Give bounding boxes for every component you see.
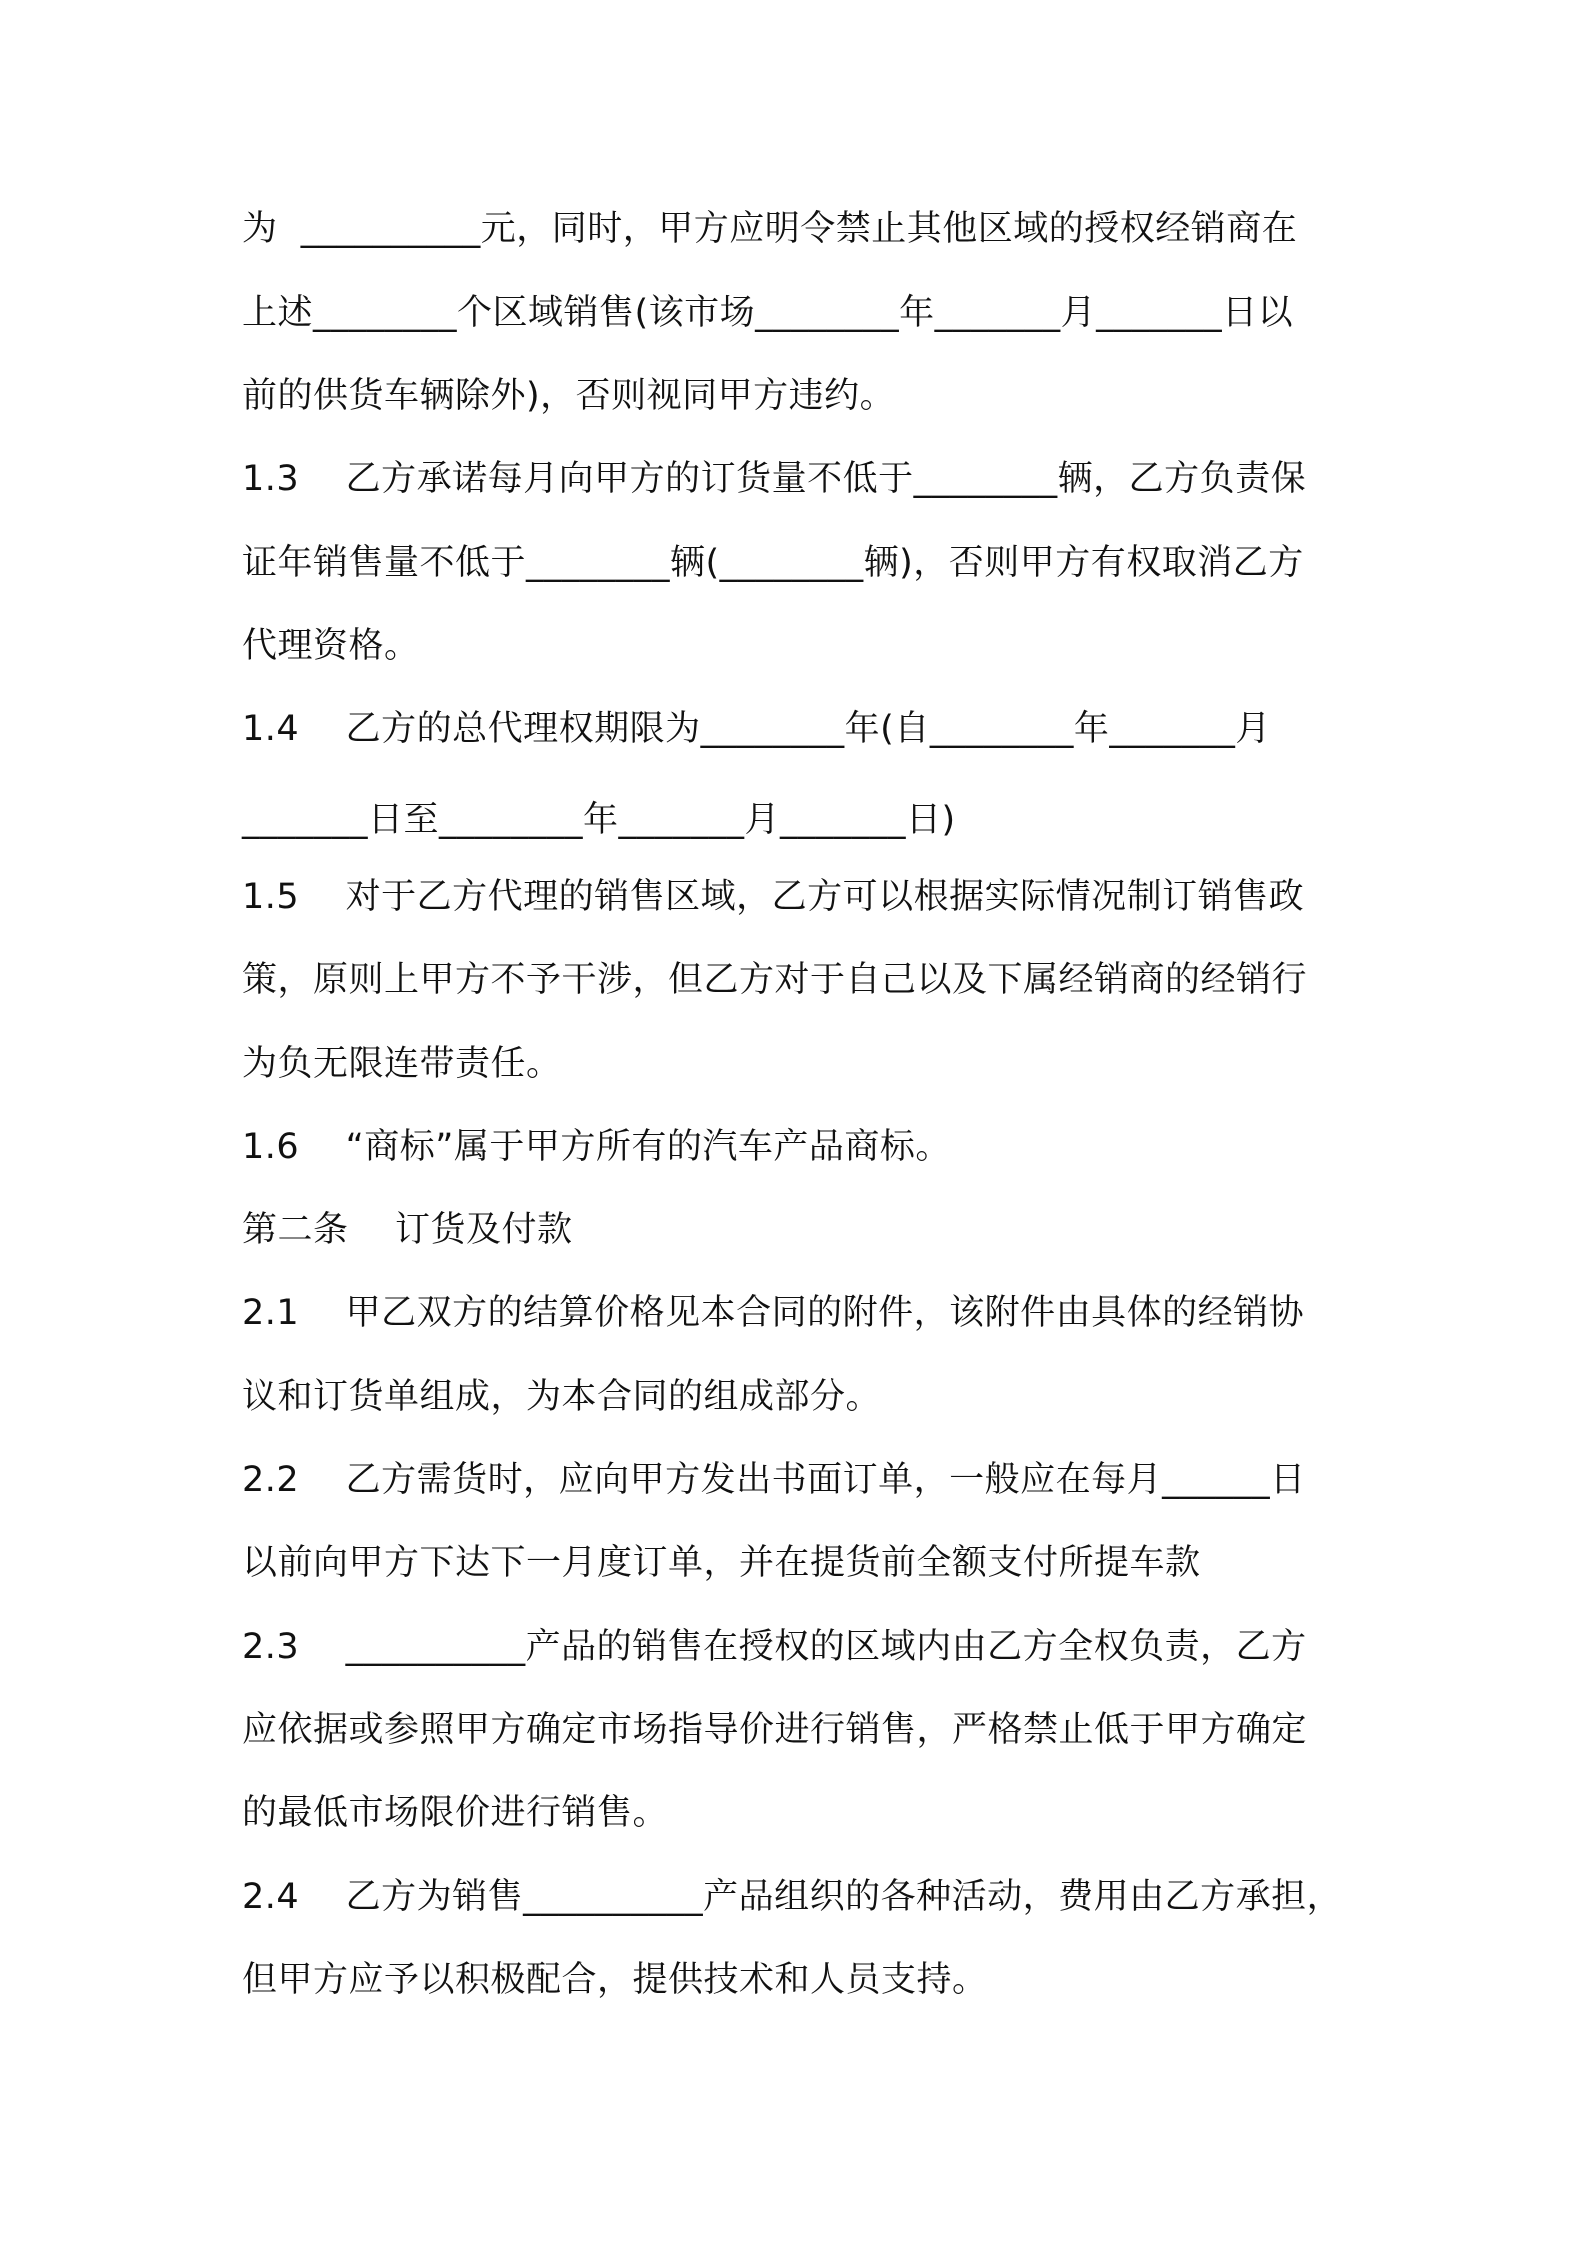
text-line: 证年销售量不低于________辆(________辆)，否则甲方有权取消乙方	[242, 543, 1304, 583]
text-line: 代理资格。	[242, 626, 420, 666]
text-line: 应依据或参照甲方确定市场指导价进行销售，严格禁止低于甲方确定	[242, 1710, 1308, 1750]
clause-2-3-line: 2.3 __________产品的销售在授权的区域内由乙方全权负责，乙方	[242, 1627, 1307, 1667]
section-heading: 第二条 订货及付款	[242, 1210, 573, 1250]
text-line: 但甲方应予以积极配合，提供技术和人员支持。	[242, 1960, 988, 2000]
text-line: _______日至________年_______月_______日)	[242, 800, 956, 840]
clause-1-6-line: 1.6 “商标”属于甲方所有的汽车产品商标。	[242, 1127, 951, 1167]
text-line: 上述________个区域销售(该市场________年_______月_______日以	[242, 293, 1294, 333]
text-line: 的最低市场限价进行销售。	[242, 1793, 669, 1833]
text-line: 以前向甲方下达下一月度订单，并在提货前全额支付所提车款	[242, 1543, 1201, 1583]
clause-2-2-line: 2.2 乙方需货时，应向甲方发出书面订单，一般应在每月______日	[242, 1460, 1306, 1500]
text-line: 前的供货车辆除外)，否则视同甲方违约。	[242, 376, 896, 416]
clause-1-5-line: 1.5 对于乙方代理的销售区域，乙方可以根据实际情况制订销售政	[242, 877, 1305, 917]
clause-2-1-line: 2.1 甲乙双方的结算价格见本合同的附件，该附件由具体的经销协	[242, 1293, 1305, 1333]
text-line: 为负无限连带责任。	[242, 1044, 562, 1084]
text-line: 策，原则上甲方不予干涉，但乙方对于自己以及下属经销商的经销行	[242, 960, 1308, 1000]
clause-1-3-line: 1.3 乙方承诺每月向甲方的订货量不低于________辆，乙方负责保	[242, 459, 1307, 499]
clause-1-4-line: 1.4 乙方的总代理权期限为________年(自________年_______月	[242, 709, 1271, 749]
clause-2-4-line: 2.4 乙方为销售__________产品组织的各种活动，费用由乙方承担，	[242, 1877, 1343, 1917]
text-line: 议和订货单组成，为本合同的组成部分。	[242, 1377, 882, 1417]
text-line: 为 __________元，同时，甲方应明令禁止其他区域的授权经销商在	[242, 209, 1298, 249]
